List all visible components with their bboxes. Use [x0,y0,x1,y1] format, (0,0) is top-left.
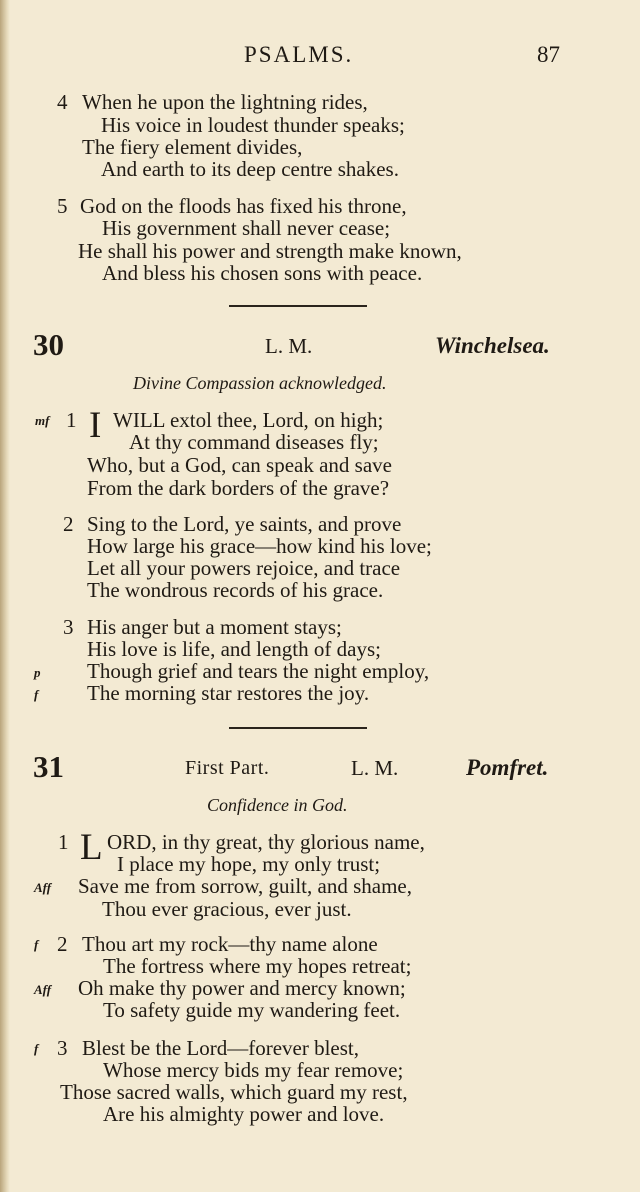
verse-line: His love is life, and length of days; [87,637,381,661]
dynamics-mark: f [34,937,39,952]
verse-line: At thy command diseases fly; [129,430,379,454]
hymn-part: First Part. [185,757,270,779]
dynamics-mark: f [34,1041,39,1056]
verse-line: To safety guide my wandering feet. [103,998,401,1022]
drop-capital: I [89,405,102,446]
stanza-number: 5 [57,194,68,218]
verse-line: The wondrous records of his grace. [87,578,384,602]
verse-line: Whose mercy bids my fear remove; [103,1058,404,1082]
verse-line: His government shall never cease; [102,216,391,240]
verse-line: And earth to its deep centre shakes. [101,157,399,181]
hymn-subtitle: Divine Compassion acknowledged. [133,373,387,393]
dynamics-mark: p [34,665,41,680]
section-divider [229,305,367,307]
verse-line: Thou ever gracious, ever just. [102,897,352,921]
verse-line: The morning star restores the joy. [87,681,370,705]
verse-line: The fiery element divides, [82,135,303,159]
verse-line: Let all your powers rejoice, and trace [87,556,401,580]
verse-line: Who, but a God, can speak and save [87,453,392,477]
verse-line: Oh make thy power and mercy known; [78,976,406,1000]
stanza-number: 3 [63,615,74,639]
running-header-title: PSALMS. [244,42,354,67]
verse-line: ORD, in thy great, thy glorious name, [107,830,425,854]
dynamics-mark: Aff [34,880,52,895]
verse-line: When he upon the lightning rides, [82,90,368,114]
verse-line: God on the floods has fixed his throne, [80,194,407,218]
verse-line: Those sacred walls, which guard my rest, [60,1080,408,1104]
stanza-number: 2 [57,932,68,956]
hymn-meter: L. M. [351,756,399,780]
hymn-meter: L. M. [265,334,313,358]
verse-line: I place my hope, my only trust; [117,852,381,876]
hymn-tune: Pomfret. [466,755,549,780]
page-spine-shadow [0,0,10,1192]
dynamics-mark: Aff [34,982,52,997]
dynamics-mark: mf [35,413,50,428]
dynamics-mark: f [34,687,39,702]
verse-line: And bless his chosen sons with peace. [102,261,423,285]
hymn-subtitle: Confidence in God. [207,795,348,815]
hymn-number: 31 [33,749,64,784]
hymn-number: 30 [33,327,64,362]
verse-line: Save me from sorrow, guilt, and shame, [78,874,412,898]
stanza-number: 1 [58,830,69,854]
verse-line: Sing to the Lord, ye saints, and prove [87,512,402,536]
stanza-number: 4 [57,90,68,114]
drop-capital: L [80,827,103,868]
page-number: 87 [537,42,560,67]
section-divider [229,727,367,729]
verse-line: Though grief and tears the night employ, [87,659,430,683]
stanza-number: 2 [63,512,74,536]
verse-line: Blest be the Lord—forever blest, [82,1036,359,1060]
verse-line: The fortress where my hopes retreat; [103,954,412,978]
verse-line: How large his grace—how kind his love; [87,534,432,558]
stanza-number: 3 [57,1036,68,1060]
verse-line: His voice in loudest thunder speaks; [101,113,405,137]
verse-line: His anger but a moment stays; [87,615,342,639]
verse-line: WILL extol thee, Lord, on high; [113,408,384,432]
stanza-number: 1 [66,408,77,432]
verse-line: Thou art my rock—thy name alone [82,932,378,956]
hymn-tune: Winchelsea. [435,333,550,358]
verse-line: He shall his power and strength make known, [78,239,462,263]
verse-line: From the dark borders of the grave? [87,476,390,500]
verse-line: Are his almighty power and love. [103,1102,385,1126]
